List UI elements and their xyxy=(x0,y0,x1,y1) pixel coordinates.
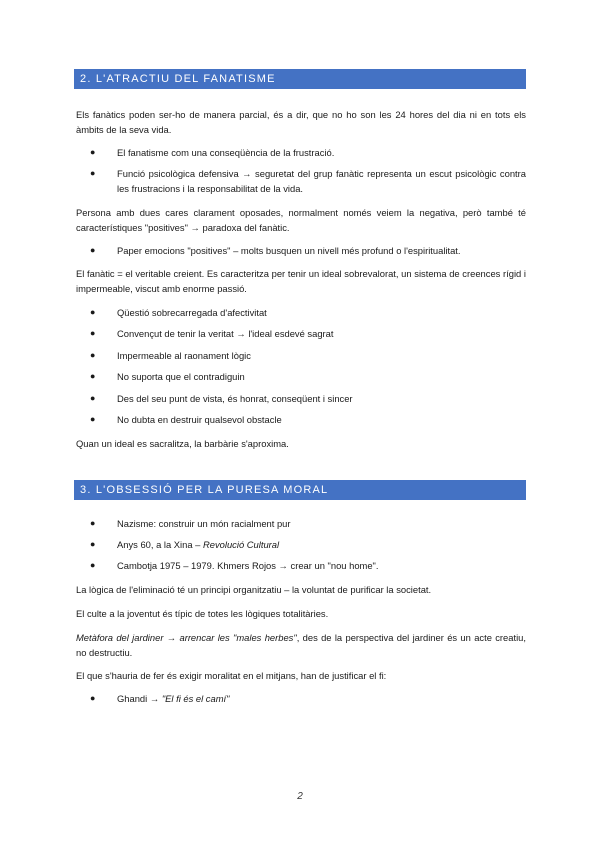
bullet-dot: ● xyxy=(90,414,96,424)
bullet-dot: ● xyxy=(90,693,96,703)
paragraph-intro: Els fanàtics poden ser-ho de manera parcial, és a dir, que no ho son les 24 hores del dia ni en tots els àmbits de la seva vida. xyxy=(76,109,526,135)
bullet-dot: ● xyxy=(90,147,96,157)
bullet-dot: ● xyxy=(90,518,96,528)
list-item: ● Anys 60, a la Xina – Revolució Cultural xyxy=(90,539,280,550)
paragraph-veritable-creient: El fanàtic = el veritable creient. Es caracteritza per tenir un ideal sobrevalorat, un sistema de creences rígid i impermeable, viscut amb enorme passió. xyxy=(76,268,526,294)
list-item: ● Funció psicològica defensiva → seguretat del grup fanàtic representa un escut psicològic contra les frustracions i la responsabilitat de la vida. xyxy=(90,168,526,194)
list-item: ● Cambotja 1975 – 1979. Khmers Rojos → crear un "nou home". xyxy=(90,560,379,571)
paragraph-barbarie: Quan un ideal es sacralitza, la barbàrie s'aproxima. xyxy=(76,438,289,449)
paragraph-dues-cares: Persona amb dues cares clarament oposades, normalment només veiem la negativa, però també té característiques "positives" → paradoxa del fanàtic. xyxy=(76,207,526,233)
list-item: ● No dubta en destruir qualsevol obstacle xyxy=(90,414,282,425)
bullet-dot: ● xyxy=(90,245,96,255)
list-item: ● Ghandi → "El fi és el camí" xyxy=(90,693,230,704)
list-item: ● Qüestió sobrecarregada d'afectivitat xyxy=(90,307,267,318)
paragraph-metafora-jardiner: Metàfora del jardiner → arrencar les "males herbes", des de la perspectiva del jardiner és un acte creatiu, no destructiu. xyxy=(76,632,526,658)
list-item: ● Impermeable al raonament lògic xyxy=(90,350,251,361)
bullet-dot: ● xyxy=(90,328,96,338)
paragraph-logica-eliminacio: La lògica de l'eliminació té un principi organitzatiu – la voluntat de purificar la societat. xyxy=(76,584,432,595)
paragraph-culte-joventut: El culte a la joventut és típic de totes les lògiques totalitàries. xyxy=(76,608,329,619)
page-number: 2 xyxy=(297,791,303,802)
section-heading-atractiu: 2. L'ATRACTIU DEL FANATISME xyxy=(74,69,526,89)
bullet-dot: ● xyxy=(90,307,96,317)
list-item: ● El fanatisme com una conseqüència de la frustració. xyxy=(90,147,335,158)
bullet-dot: ● xyxy=(90,168,96,178)
list-item: ● Des del seu punt de vista, és honrat, conseqüent i sincer xyxy=(90,393,353,404)
bullet-dot: ● xyxy=(90,371,96,381)
paragraph-moralitat-mitjans: El que s'hauria de fer és exigir moralitat en el mitjans, han de justificar el fi: xyxy=(76,670,387,681)
list-item: ● Paper emocions "positives" – molts busquen un nivell més profund o l'espiritualitat. xyxy=(90,245,461,256)
bullet-dot: ● xyxy=(90,393,96,403)
bullet-dot: ● xyxy=(90,350,96,360)
list-item: ● Convençut de tenir la veritat → l'ideal esdevé sagrat xyxy=(90,328,334,339)
bullet-dot: ● xyxy=(90,560,96,570)
bullet-dot: ● xyxy=(90,539,96,549)
list-item: ● Nazisme: construir un món racialment pur xyxy=(90,518,291,529)
list-item: ● No suporta que el contradiguin xyxy=(90,371,245,382)
section-heading-puresa-moral: 3. L'OBSESSIÓ PER LA PURESA MORAL xyxy=(74,480,526,500)
